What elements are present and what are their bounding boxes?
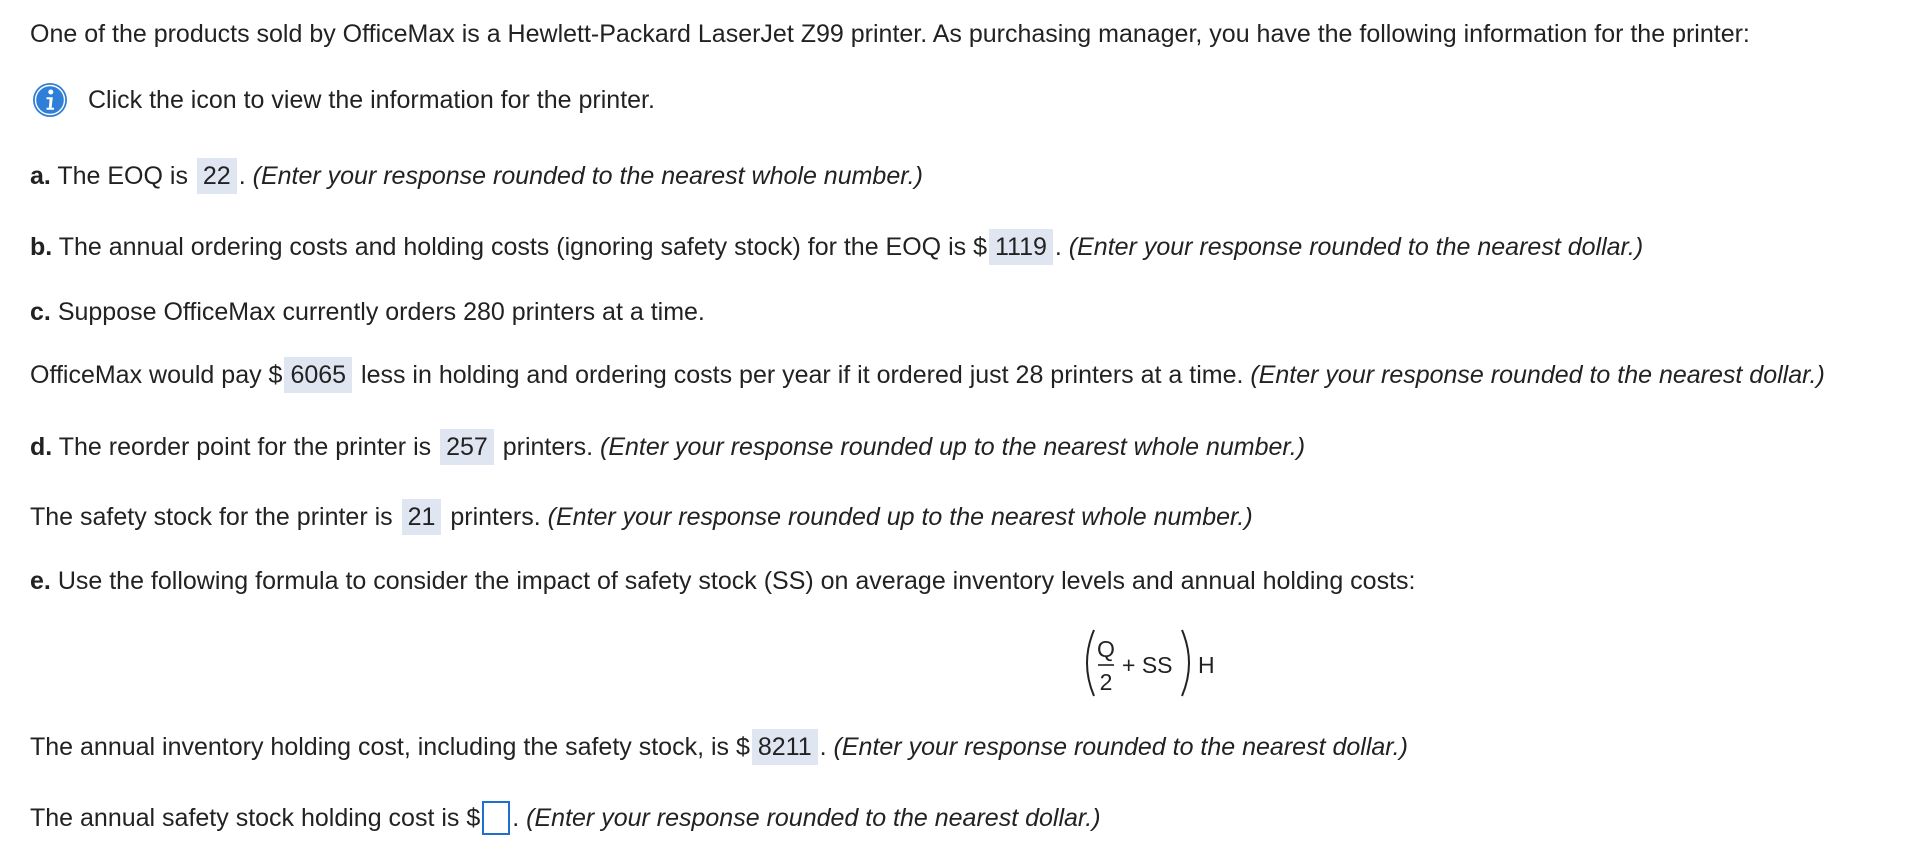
part-e-label: e. xyxy=(30,567,51,595)
safety-stock-cost-period: . xyxy=(512,804,520,832)
part-a-label: a. xyxy=(30,162,51,190)
part-e-text: Use the following formula to consider the impact of safety stock (SS) on average inventory levels and annual holding costs: xyxy=(57,567,1416,595)
safety-stock-cost-row xyxy=(30,800,1101,836)
holding-cost-formula xyxy=(1080,622,1230,704)
intro-text xyxy=(30,16,1750,52)
formula-right-paren xyxy=(1182,630,1189,696)
part-c-text: Suppose OfficeMax currently orders 280 printers at a time. xyxy=(57,298,705,326)
safety-stock-row xyxy=(30,499,1253,535)
part-a-text: The EOQ is xyxy=(57,162,188,190)
safety-stock-hint: (Enter your response rounded up to the nearest whole number.) xyxy=(547,503,1253,531)
intro-sentence: One of the products sold by OfficeMax is a Hewlett-Packard LaserJet Z99 printer. As purchasing manager, you have the following information for the printer: xyxy=(30,20,1750,48)
safety-stock-cost-input[interactable] xyxy=(482,801,510,835)
part-d-text-after: printers. xyxy=(502,433,594,461)
savings-row xyxy=(30,357,1825,393)
part-a-row xyxy=(30,158,923,194)
formula-plus-ss: + SS xyxy=(1122,652,1173,678)
part-b-label: b. xyxy=(30,233,53,261)
safety-stock-cost-hint: (Enter your response rounded to the nearest dollar.) xyxy=(526,804,1101,832)
reorder-point-answer[interactable]: 257 xyxy=(440,429,494,465)
total-holding-hint: (Enter your response rounded to the nearest dollar.) xyxy=(833,733,1408,761)
formula-denominator: 2 xyxy=(1099,669,1113,695)
total-holding-text: The annual inventory holding cost, including the safety stock, is $ xyxy=(30,733,750,761)
part-d-text: The reorder point for the printer is xyxy=(58,433,432,461)
safety-stock-answer[interactable]: 21 xyxy=(402,499,442,535)
formula-numerator: Q xyxy=(1097,636,1115,662)
part-d-label: d. xyxy=(30,433,53,461)
savings-text-after: less in holding and ordering costs per year if it ordered just 28 printers at a time. xyxy=(361,361,1244,389)
safety-stock-cost-text: The annual safety stock holding cost is $ xyxy=(30,804,481,832)
savings-text: OfficeMax would pay $ xyxy=(30,361,283,389)
part-c-label: c. xyxy=(30,298,51,326)
part-b-row xyxy=(30,229,1643,265)
part-a-hint: (Enter your response rounded to the nearest whole number.) xyxy=(252,162,923,190)
info-instruction xyxy=(88,82,655,118)
part-b-text: The annual ordering costs and holding costs (ignoring safety stock) for the EOQ is $ xyxy=(58,233,987,261)
part-e-row xyxy=(30,563,1415,599)
eoq-answer[interactable]: 22 xyxy=(197,158,237,194)
formula-left-paren xyxy=(1087,630,1094,696)
total-holding-row xyxy=(30,729,1408,765)
savings-answer[interactable]: 6065 xyxy=(284,357,352,393)
annual-cost-answer[interactable]: 1119 xyxy=(989,229,1053,265)
part-c-row xyxy=(30,294,705,330)
total-holding-period: . xyxy=(819,733,827,761)
safety-stock-text-after: printers. xyxy=(450,503,541,531)
safety-stock-text: The safety stock for the printer is xyxy=(30,503,393,531)
total-holding-answer[interactable]: 8211 xyxy=(752,729,818,765)
part-d-hint: (Enter your response rounded up to the nearest whole number.) xyxy=(600,433,1306,461)
part-a-period: . xyxy=(238,162,246,190)
part-b-hint: (Enter your response rounded to the nearest dollar.) xyxy=(1068,233,1644,261)
savings-hint: (Enter your response rounded to the nearest dollar.) xyxy=(1250,361,1825,389)
info-icon[interactable] xyxy=(32,82,68,118)
part-b-period: . xyxy=(1054,233,1062,261)
part-d-row xyxy=(30,429,1305,465)
info-instruction-text: Click the icon to view the information for the printer. xyxy=(88,86,655,114)
formula-multiplier: H xyxy=(1198,652,1215,678)
